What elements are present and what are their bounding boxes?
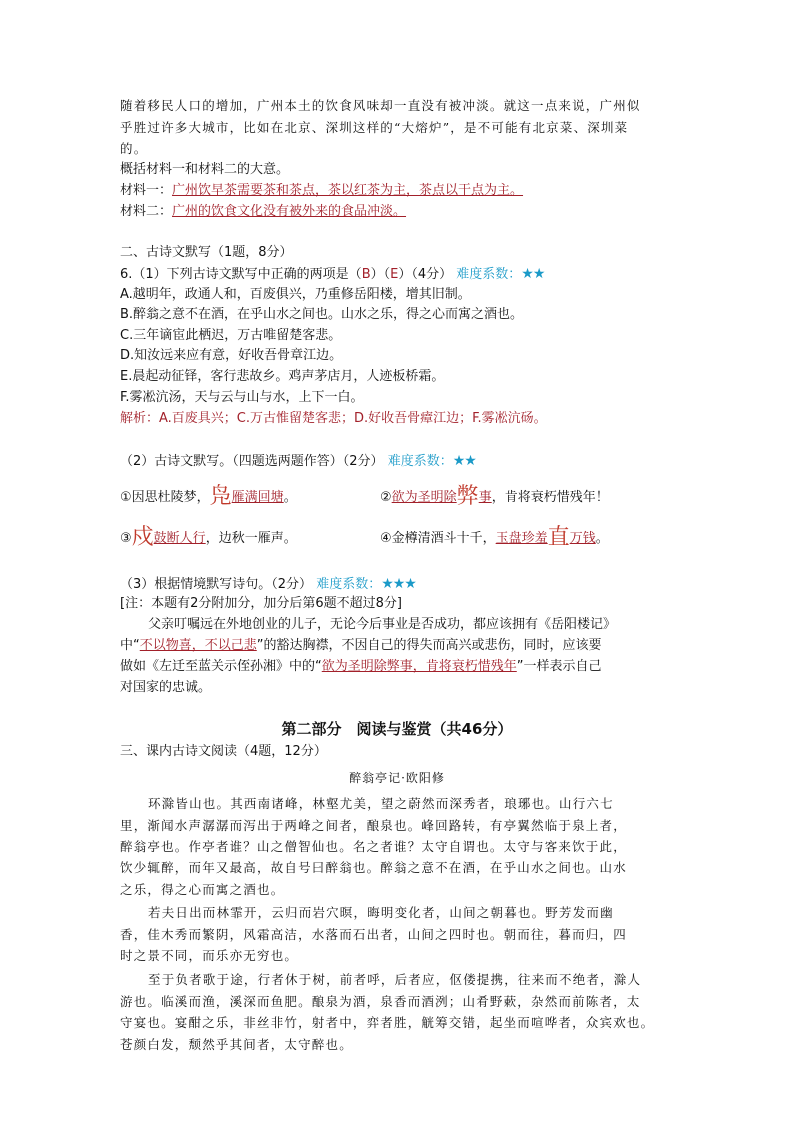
difficulty-stars: ★★★	[381, 576, 416, 592]
fill-2-post: ，肯将衰朽惜残年！	[491, 490, 609, 505]
q6-answer-1: B	[361, 267, 371, 282]
question-six-part-two	[120, 451, 476, 472]
material-two-label: 材料二：	[120, 204, 173, 219]
option-f: F.雾凇沆汤，天与云与山与水，上下一白。	[120, 390, 364, 405]
q2-text: （2）古诗文默写。（四题选两题作答）（2分）	[120, 454, 384, 469]
option-d: D.知汝远来应有意，好收吾骨章江边。	[120, 348, 343, 363]
fill-1-post: 。	[283, 490, 297, 505]
fill-3-answer: 鼓断人行	[153, 531, 206, 546]
poem-line: 游也。临溪而渔，溪深而鱼肥。酿泉为酒，泉香而酒洌；山肴野蔌，杂然而前陈者，太	[120, 994, 641, 1009]
poem-title: 醉翁亭记·欧阳修	[349, 771, 445, 785]
scenario-line: 父亲叮嘱远在外地创业的儿子，无论今后事业是否成功，都应该拥有《岳阳楼记》	[148, 617, 617, 632]
difficulty-label: 难度系数：	[316, 577, 382, 592]
scenario-line: 对国家的忠诚。	[120, 680, 212, 695]
scenario-pre: 中“	[120, 638, 140, 653]
scenario-answer-2: 欲为圣明除弊事，肯将衰朽惜残年	[321, 659, 517, 674]
option-c: C.三年谪宦此栖迟，万古唯留楚客悲。	[120, 328, 342, 343]
option-b: B.醉翁之意不在酒，在乎山水之间也。山水之乐，得之心而寓之酒也。	[120, 307, 524, 322]
difficulty-stars: ★★	[452, 453, 476, 469]
difficulty-stars: ★★	[521, 266, 545, 282]
poem-line: 若夫日出而林霏开，云归而岩穴暝，晦明变化者，山间之朝暮也。野芳发而幽	[148, 905, 614, 920]
fill-1-handwritten: 凫	[209, 484, 232, 509]
section-three-heading: 三、课内古诗文阅读（4题，12分）	[120, 744, 327, 759]
material-two	[120, 202, 406, 222]
poem-line: 时之景不同，而乐亦无穷也。	[120, 948, 299, 963]
material-one-label: 材料一：	[120, 183, 173, 198]
section-two-heading: 二、古诗文默写（1题，8分）	[120, 245, 293, 260]
poem-line: 至于负者歌于途，行者休于树，前者呼，后者应，伛偻提携，往来而不绝者，滁人	[148, 972, 642, 987]
part-two-title: 第二部分 阅读与鉴赏（共46分）	[281, 720, 513, 738]
poem-line: 香，佳木秀而繁阴，风霜高洁，水落而石出者，山间之四时也。朝而往，暮而归，四	[120, 927, 627, 942]
fill-4-answer-b: 万钱	[569, 531, 596, 546]
fill-item-4	[380, 525, 609, 550]
fill-4-pre: ④金樽清酒斗十千，	[380, 531, 496, 546]
question-six-part-three	[120, 574, 416, 595]
fill-2-answer-a: 欲为圣明除	[391, 490, 457, 505]
scenario-answer-1: 不以物喜，不以己悲	[139, 638, 257, 653]
fill-2-answer-b: 事	[478, 490, 492, 505]
poem-line: 守宴也。宴酣之乐，非丝非竹，射者中，弈者胜，觥筹交错，起坐而喧哗者，众宾欢也。	[120, 1015, 655, 1030]
q6-suffix: ）（4分）	[398, 267, 453, 282]
scenario-post: ”的豁达胸襟，不因自己的得失而高兴或悲伤，同时，应该要	[256, 638, 602, 653]
passage-line: 的。	[120, 141, 148, 156]
difficulty-label: 难度系数：	[456, 267, 522, 282]
q3-text: （3）根据情境默写诗句。（2分）	[120, 577, 313, 592]
question-six	[120, 264, 544, 285]
fill-item-1	[120, 484, 297, 509]
fill-4-answer-a: 玉盘珍羞	[495, 531, 548, 546]
scenario-line	[120, 636, 602, 656]
q6-prefix: 6.（1）下列古诗文默写中正确的两项是（	[120, 267, 362, 282]
summary-prompt: 概括材料一和材料二的大意。	[120, 162, 290, 177]
passage-line: 随着移民人口的增加，广州本土的饮食风味却一直没有被冲淡。就这一点来说，广州似	[120, 98, 641, 113]
q6-mid: ）（	[370, 267, 391, 282]
difficulty-label: 难度系数：	[387, 454, 453, 469]
passage-line: 乎胜过许多大城市，比如在北京、深圳这样的“大熔炉”，是不可能有北京菜、深圳菜	[120, 120, 629, 135]
q6-answer-2: E	[390, 267, 399, 282]
poem-line: 苍颜白发，颓然乎其间者，太守醉也。	[120, 1037, 353, 1052]
analysis: 解析：A.百废具兴；C.万古惟留楚客悲；D.好收吾骨瘴江边；F.雾凇沆砀。	[120, 411, 547, 426]
poem-line: 里，渐闻水声潺潺而泻出于两峰之间者，酿泉也。峰回路转，有亭翼然临于泉上者，	[120, 818, 627, 833]
fill-3-pre: ③	[120, 531, 132, 546]
fill-item-2	[380, 484, 609, 509]
poem-line: 环滁皆山也。其西南诸峰，林壑尤美，望之蔚然而深秀者，琅琊也。山行六七	[148, 796, 614, 811]
scenario-post: ”一样表示自己	[516, 659, 602, 674]
scenario-line	[120, 657, 602, 677]
fill-4-handwritten: 直	[547, 525, 570, 550]
material-one-answer: 广州饮早茶需要茶和茶点，茶以红茶为主，茶点以干点为主。	[172, 183, 524, 198]
poem-line: 醉翁亭也。作亭者谁？山之僧智仙也。名之者谁？太守自谓也。太守与客来饮于此，	[120, 839, 627, 854]
material-two-answer: 广州的饮食文化没有被外来的食品冲淡。	[172, 204, 407, 219]
bonus-note: [注：本题有2分附加分，加分后第6题不超过8分]	[120, 596, 402, 611]
fill-2-pre: ②	[380, 490, 392, 505]
fill-1-answer: 雁满回塘	[231, 490, 284, 505]
option-e: E.晨起动征铎，客行悲故乡。鸡声茅店月，人迹板桥霜。	[120, 369, 445, 384]
poem-line: 饮少辄醉，而年又最高，故自号曰醉翁也。醉翁之意不在酒，在乎山水之间也。山水	[120, 860, 627, 875]
fill-3-handwritten: 戍	[131, 525, 154, 550]
option-a: A.越明年，政通人和，百废俱兴，乃重修岳阳楼，增其旧制。	[120, 287, 471, 302]
poem-line: 之乐，得之心而寓之酒也。	[120, 882, 285, 897]
fill-3-post: ，边秋一雁声。	[205, 531, 297, 546]
fill-1-pre: ①因思杜陵梦，	[120, 490, 210, 505]
scenario-pre: 做如《左迁至蓝关示侄孙湘》中的“	[120, 659, 322, 674]
fill-2-handwritten: 弊	[456, 484, 479, 509]
fill-item-3	[120, 525, 297, 550]
material-one	[120, 181, 523, 201]
fill-4-post: 。	[595, 531, 609, 546]
